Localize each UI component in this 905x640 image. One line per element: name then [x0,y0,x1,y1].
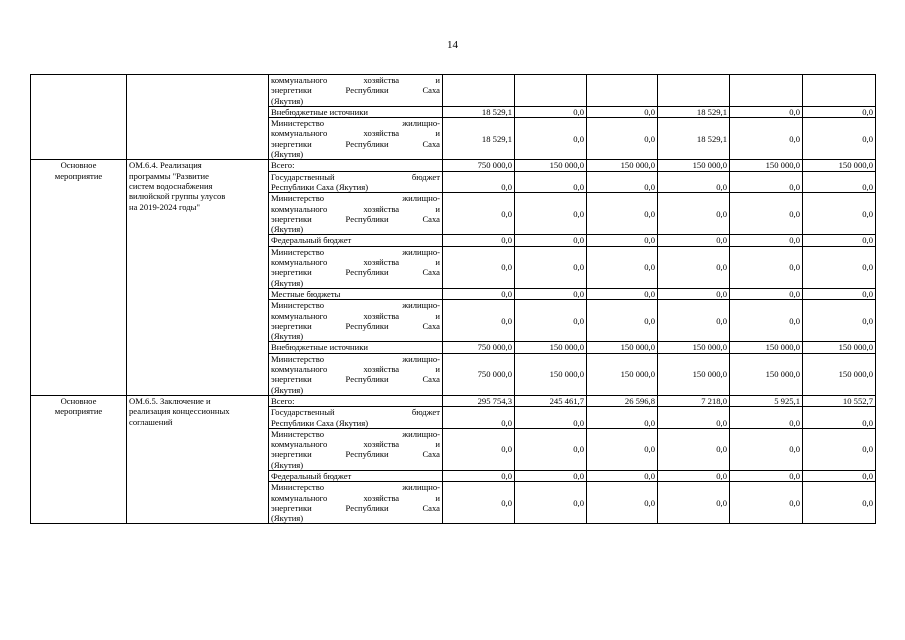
funding-source-line: коммунального хозяйства и [271,128,440,139]
amount-cell: 0,0 [730,288,803,299]
amount-cell: 150 000,0 [803,353,876,395]
activity-name-line: реализация концессионных [129,406,230,417]
amount-cell: 150 000,0 [587,160,658,171]
amount-cell: 0,0 [803,288,876,299]
activity-type-cell [31,160,127,396]
funding-source-line: (Якутия) [271,224,304,235]
funding-source-line: коммунального хозяйства и [271,75,440,85]
amount-cell: 0,0 [730,246,803,288]
budget-table [30,74,876,524]
funding-source-cell [269,193,443,235]
amount-cell: 0,0 [803,235,876,246]
funding-source-line: Государственный бюджет [271,407,440,418]
funding-source-line: (Якутия) [271,149,304,160]
activity-name-line: систем водоснабжения [129,180,213,191]
amount-cell: 150 000,0 [587,342,658,353]
activity-type-line: Основное [60,395,97,406]
funding-source-cell [269,482,443,524]
activity-name-cell [127,395,269,524]
amount-cell: 0,0 [730,235,803,246]
funding-source-line: (Якутия) [271,277,304,288]
amount-cell: 0,0 [658,288,730,299]
amount-cell: 0,0 [803,246,876,288]
amount-cell: 0,0 [658,428,730,470]
amount-cell: 0,0 [515,288,587,299]
funding-source-line: энергетики Республики Саха [271,267,440,278]
amount-cell: 0,0 [658,407,730,429]
amount-cell: 0,0 [443,235,515,246]
amount-cell: 18 529,1 [443,118,515,160]
amount-cell: 750 000,0 [443,353,515,395]
funding-source-cell [269,428,443,470]
amount-cell [515,75,587,107]
funding-source-cell: Федеральный бюджет [269,235,443,246]
amount-cell: 0,0 [658,235,730,246]
amount-cell: 18 529,1 [658,118,730,160]
funding-source-line: Республики Саха (Якутия) [271,181,369,192]
amount-cell: 750 000,0 [443,160,515,171]
amount-cell: 0,0 [443,470,515,481]
amount-cell: 0,0 [803,482,876,524]
amount-cell: 0,0 [443,482,515,524]
activity-name-line: на 2019-2024 годы" [129,201,200,212]
activity-name-line: ОМ.6.4. Реализация [129,160,202,171]
table-row [31,395,876,406]
funding-source-cell [269,300,443,342]
funding-source-line: Министерство жилищно- [271,482,440,493]
amount-cell: 0,0 [515,300,587,342]
funding-source-line: энергетики Республики Саха [271,449,440,460]
amount-cell: 0,0 [587,470,658,481]
funding-source-line: (Якутия) [271,384,304,395]
amount-cell: 295 754,3 [443,395,515,406]
funding-source-line: энергетики Республики Саха [271,85,440,96]
funding-source-cell [269,246,443,288]
amount-cell: 5 925,1 [730,395,803,406]
amount-cell: 0,0 [587,118,658,160]
amount-cell: 245 461,7 [515,395,587,406]
amount-cell: 0,0 [730,193,803,235]
amount-cell: 0,0 [803,193,876,235]
funding-source-line: коммунального хозяйства и [271,364,440,375]
amount-cell: 0,0 [803,300,876,342]
activity-type-line: мероприятие [54,170,103,181]
amount-cell: 0,0 [730,407,803,429]
amount-cell: 0,0 [803,106,876,117]
amount-cell: 7 218,0 [658,395,730,406]
amount-cell: 0,0 [803,470,876,481]
funding-source-cell: Всего: [269,395,443,406]
funding-source-line: (Якутия) [271,513,304,524]
activity-name-cell [127,75,269,160]
funding-source-cell: Всего: [269,160,443,171]
amount-cell: 0,0 [587,171,658,193]
amount-cell: 0,0 [515,171,587,193]
amount-cell: 26 596,8 [587,395,658,406]
amount-cell: 150 000,0 [515,353,587,395]
funding-source-line: Республики Саха (Якутия) [271,417,369,428]
amount-cell: 0,0 [515,470,587,481]
amount-cell: 0,0 [730,482,803,524]
amount-cell: 0,0 [515,482,587,524]
amount-cell: 0,0 [515,407,587,429]
funding-source-line: коммунального хозяйства и [271,257,440,268]
amount-cell: 0,0 [587,288,658,299]
amount-cell: 0,0 [443,171,515,193]
amount-cell: 150 000,0 [658,342,730,353]
funding-source-line: Министерство жилищно- [271,118,440,129]
funding-source-line: энергетики Республики Саха [271,320,440,331]
funding-source-cell [269,75,443,107]
funding-source-cell: Внебюджетные источники [269,106,443,117]
funding-source-line: Государственный бюджет [271,171,440,182]
amount-cell: 0,0 [730,171,803,193]
funding-source-line: (Якутия) [271,95,304,106]
amount-cell: 150 000,0 [730,353,803,395]
funding-source-cell [269,407,443,429]
amount-cell: 150 000,0 [587,353,658,395]
funding-source-cell: Федеральный бюджет [269,470,443,481]
amount-cell: 150 000,0 [658,160,730,171]
amount-cell: 0,0 [515,106,587,117]
activity-name-line: соглашений [129,416,173,427]
funding-source-line: (Якутия) [271,331,304,342]
funding-source-cell: Внебюджетные источники [269,342,443,353]
amount-cell: 0,0 [803,171,876,193]
funding-source-line: Министерство жилищно- [271,353,440,364]
amount-cell: 0,0 [658,300,730,342]
amount-cell: 0,0 [803,118,876,160]
amount-cell: 0,0 [730,428,803,470]
amount-cell: 0,0 [587,482,658,524]
funding-source-line: энергетики Республики Саха [271,502,440,513]
amount-cell: 0,0 [443,288,515,299]
amount-cell: 0,0 [443,246,515,288]
funding-source-cell [269,171,443,193]
amount-cell: 0,0 [587,235,658,246]
funding-source-line: коммунального хозяйства и [271,492,440,503]
amount-cell: 0,0 [803,428,876,470]
funding-source-line: Министерство жилищно- [271,428,440,439]
activity-type-line: Основное [60,160,97,171]
amount-cell: 150 000,0 [515,160,587,171]
amount-cell: 18 529,1 [658,106,730,117]
funding-source-line: энергетики Республики Саха [271,374,440,385]
amount-cell [803,75,876,107]
amount-cell [658,75,730,107]
amount-cell: 0,0 [658,470,730,481]
amount-cell: 0,0 [658,482,730,524]
activity-type-cell [31,395,127,524]
amount-cell: 0,0 [443,193,515,235]
amount-cell: 10 552,7 [803,395,876,406]
amount-cell: 0,0 [587,407,658,429]
amount-cell: 0,0 [443,407,515,429]
amount-cell [443,75,515,107]
amount-cell: 0,0 [515,193,587,235]
amount-cell: 0,0 [515,246,587,288]
amount-cell: 0,0 [730,106,803,117]
amount-cell: 0,0 [730,118,803,160]
table-row [31,160,876,171]
amount-cell: 150 000,0 [730,160,803,171]
activity-name-cell [127,160,269,396]
amount-cell: 0,0 [587,193,658,235]
funding-source-line: коммунального хозяйства и [271,439,440,450]
funding-source-line: Министерство жилищно- [271,300,440,311]
table-row [31,75,876,107]
activity-name-line: вилюйской группы улусов [129,191,226,202]
amount-cell: 0,0 [515,428,587,470]
amount-cell: 0,0 [587,428,658,470]
funding-source-cell [269,118,443,160]
activity-name-line: программы "Развитие [129,170,209,181]
amount-cell: 150 000,0 [803,342,876,353]
amount-cell: 0,0 [587,246,658,288]
amount-cell [730,75,803,107]
amount-cell [587,75,658,107]
funding-source-cell [269,353,443,395]
amount-cell: 750 000,0 [443,342,515,353]
page-number: 14 [447,39,458,51]
amount-cell: 0,0 [803,407,876,429]
funding-source-line: Министерство жилищно- [271,246,440,257]
amount-cell: 0,0 [658,193,730,235]
amount-cell: 0,0 [515,118,587,160]
amount-cell: 0,0 [730,470,803,481]
amount-cell: 0,0 [730,300,803,342]
amount-cell: 150 000,0 [803,160,876,171]
activity-name-line: ОМ.6.5. Заключение и [129,395,211,406]
amount-cell: 0,0 [658,246,730,288]
amount-cell: 0,0 [443,300,515,342]
funding-source-line: энергетики Республики Саха [271,138,440,149]
funding-source-line: (Якутия) [271,459,304,470]
amount-cell: 0,0 [515,235,587,246]
amount-cell: 0,0 [587,106,658,117]
funding-source-line: коммунального хозяйства и [271,203,440,214]
amount-cell: 0,0 [587,300,658,342]
amount-cell: 150 000,0 [515,342,587,353]
funding-source-line: Министерство жилищно- [271,193,440,204]
funding-source-line: коммунального хозяйства и [271,310,440,321]
amount-cell: 18 529,1 [443,106,515,117]
activity-type-cell [31,75,127,160]
funding-source-cell: Местные бюджеты [269,288,443,299]
funding-source-line: энергетики Республики Саха [271,213,440,224]
amount-cell: 150 000,0 [658,353,730,395]
amount-cell: 150 000,0 [730,342,803,353]
activity-type-line: мероприятие [54,406,103,417]
amount-cell: 0,0 [658,171,730,193]
amount-cell: 0,0 [443,428,515,470]
